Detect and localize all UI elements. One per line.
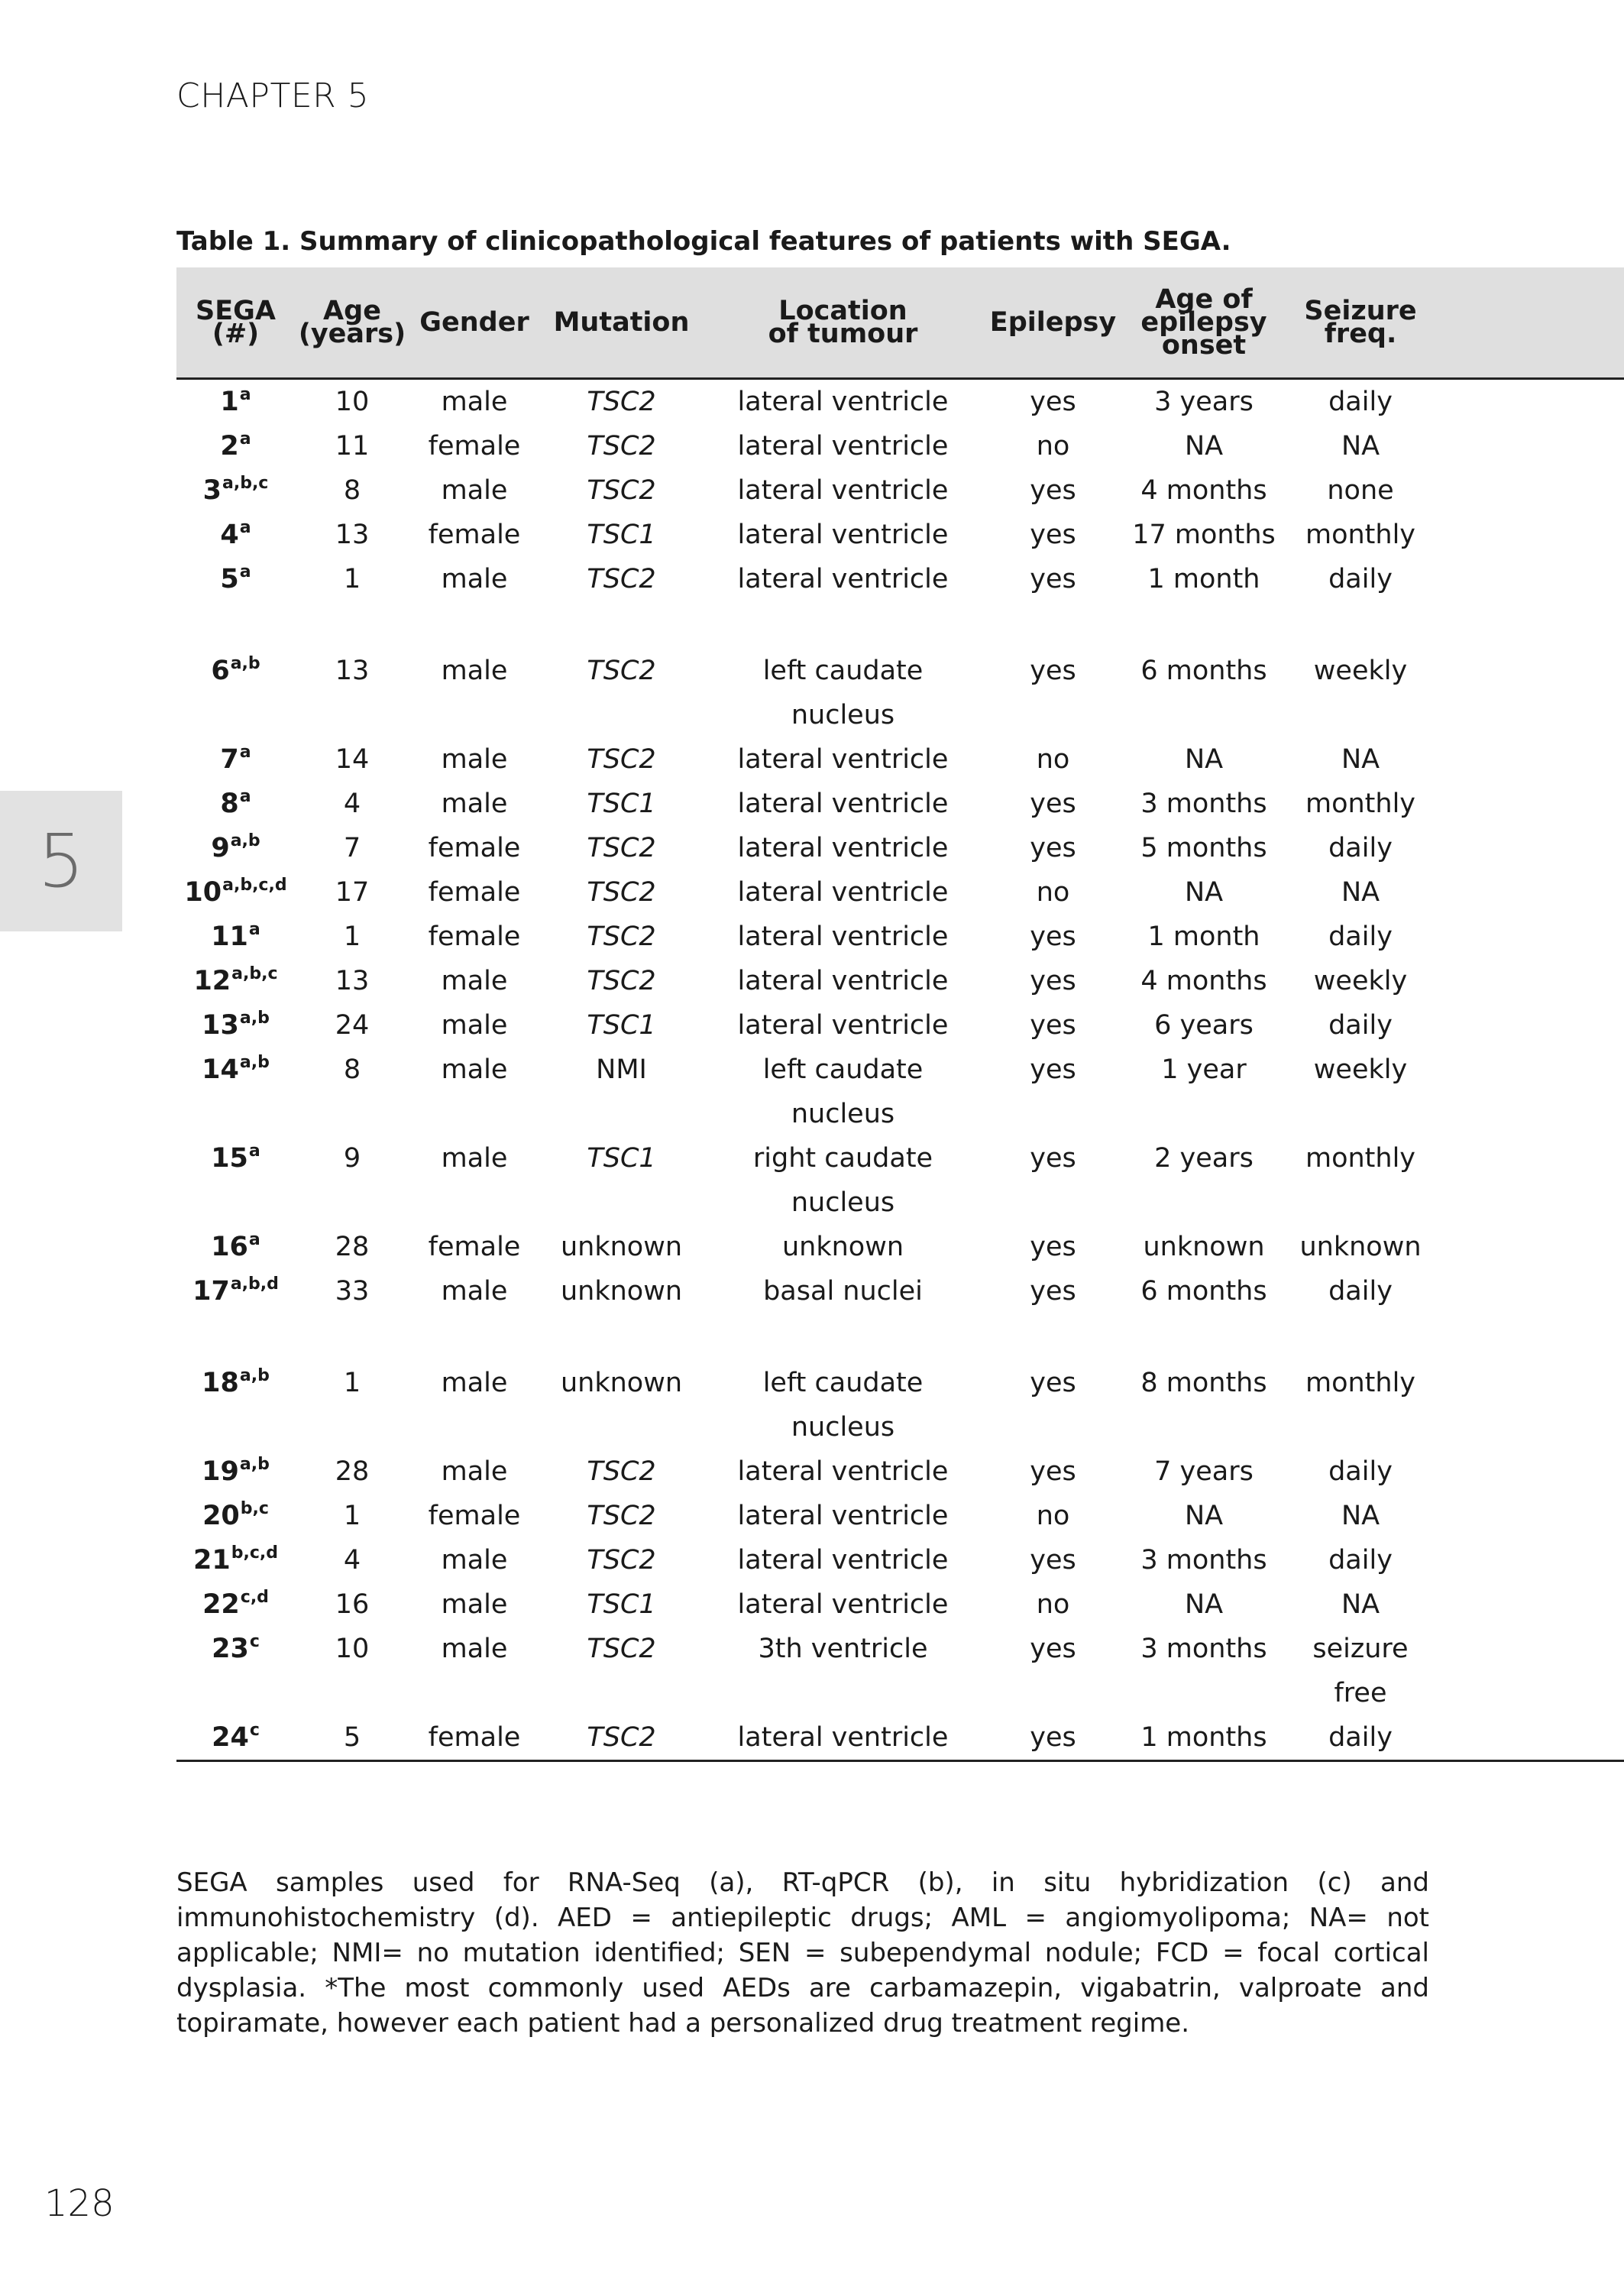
cell-gender: female <box>428 1501 521 1531</box>
cell-freq: seizure free <box>1312 1634 1409 1708</box>
cell-onset: 6 months <box>1140 1276 1267 1307</box>
table-row <box>176 1449 1624 1494</box>
cell-id: 4$^a$ <box>220 518 251 550</box>
cell-id: 2$^a$ <box>220 429 251 462</box>
cell-epilepsy: yes <box>1030 1054 1076 1085</box>
cell-gender: male <box>441 1054 508 1085</box>
cell-location: left caudate nucleus <box>762 1054 924 1129</box>
cell-onset: NA <box>1184 744 1224 775</box>
table-row <box>176 513 1624 557</box>
cell-freq: unknown <box>1299 1232 1422 1262</box>
cell-age: 10 <box>335 387 370 417</box>
cell-freq: NA <box>1341 877 1380 908</box>
cell-freq: daily <box>1284 1715 1437 1761</box>
cell-freq: none <box>1327 475 1394 506</box>
cell-location: lateral ventricle <box>737 1456 949 1487</box>
cell-mutation: TSC1 <box>587 1589 656 1620</box>
cell-location: lateral ventricle <box>737 520 949 550</box>
cell-freq: daily <box>1328 1010 1393 1041</box>
cell-gender: female <box>428 833 521 863</box>
table-row <box>176 1715 1624 1761</box>
cell-age: 33 <box>335 1276 370 1307</box>
table-row <box>176 826 1624 870</box>
cell-gender: male <box>441 1456 508 1487</box>
cell-gender: male <box>441 1589 508 1620</box>
cell-epilepsy: yes <box>1030 656 1076 686</box>
table-container <box>176 267 1624 1762</box>
cell-onset: 3 months <box>1140 789 1267 819</box>
cell-age: 13 <box>335 966 370 996</box>
cell-id: 10$^{a,b,c,d}$ <box>184 876 287 908</box>
cell-gender: female <box>409 1715 539 1761</box>
cell-mutation: TSC1 <box>587 789 656 819</box>
table-row <box>176 1313 1624 1449</box>
cell-epilepsy: yes <box>1030 520 1076 550</box>
cell-epilepsy: yes <box>1030 789 1076 819</box>
cell-onset: NA <box>1184 1589 1224 1620</box>
cell-freq: daily <box>1328 387 1393 417</box>
col-header-epilepsy-onset: Age of epilepsy onset <box>1124 267 1284 379</box>
cell-gender: female <box>428 431 521 462</box>
cell-epilepsy: no <box>1036 744 1070 775</box>
cell-id: 20$^{b,c}$ <box>202 1499 269 1531</box>
cell-id: 24$^c$ <box>176 1715 295 1761</box>
cell-id: 3$^{a,b,c}$ <box>202 474 269 506</box>
cell-mutation: TSC2 <box>587 921 656 952</box>
table-row <box>176 1269 1624 1313</box>
cell-mutation: TSC2 <box>539 1715 704 1761</box>
cell-id: 7$^a$ <box>220 743 251 775</box>
table-row <box>176 1538 1624 1582</box>
cell-onset: 7 years <box>1154 1456 1254 1487</box>
cell-mutation: TSC2 <box>587 431 656 462</box>
cell-gender: male <box>441 1368 508 1398</box>
cell-location: lateral ventricle <box>704 1715 982 1761</box>
cell-id: 15$^a$ <box>211 1142 260 1174</box>
cell-freq: daily <box>1328 1545 1393 1576</box>
cell-id: 23$^c$ <box>212 1632 260 1664</box>
cell-mutation: TSC2 <box>587 877 656 908</box>
cell-id: 6$^{a,b}$ <box>211 654 260 686</box>
cell-onset: NA <box>1184 877 1224 908</box>
cell-location: lateral ventricle <box>737 1545 949 1576</box>
col-header-extra <box>1437 267 1624 379</box>
cell-age: 24 <box>335 1010 370 1041</box>
cell-age: 7 <box>343 833 361 863</box>
cell-epilepsy: yes <box>1030 966 1076 996</box>
cell-epilepsy: no <box>1036 1501 1070 1531</box>
cell-onset: 4 months <box>1140 966 1267 996</box>
col-header-sega: SEGA (#) <box>176 267 295 379</box>
cell-age: 10 <box>335 1634 370 1664</box>
cell-gender: female <box>428 877 521 908</box>
cell-onset: 1 months <box>1124 1715 1284 1761</box>
table-row <box>176 557 1624 601</box>
cell-age: 9 <box>343 1143 361 1174</box>
cell-freq: weekly <box>1313 656 1408 686</box>
cell-onset: 17 months <box>1132 520 1276 550</box>
cell-onset: NA <box>1184 1501 1224 1531</box>
cell-location: lateral ventricle <box>737 833 949 863</box>
cell-mutation: unknown <box>560 1368 683 1398</box>
cell-location: lateral ventricle <box>737 1589 949 1620</box>
table-title: Table 1. Summary of clinicopathological features of patients with SEGA. <box>176 226 1231 257</box>
table-row <box>176 1225 1624 1269</box>
cell-epilepsy: no <box>1036 431 1070 462</box>
cell-epilepsy: yes <box>1030 833 1076 863</box>
cell-gender: male <box>441 1545 508 1576</box>
cell-mutation: TSC2 <box>587 966 656 996</box>
cell-epilepsy: yes <box>1030 1276 1076 1307</box>
cell-age: 5 <box>295 1715 409 1761</box>
cell-id: 16$^a$ <box>211 1230 260 1262</box>
cell-onset: 8 months <box>1140 1368 1267 1398</box>
cell-freq: NA <box>1341 1501 1380 1531</box>
cell-onset: 3 years <box>1154 387 1254 417</box>
cell-age: 1 <box>343 1501 361 1531</box>
table-body <box>176 379 1624 1761</box>
cell-gender: male <box>441 387 508 417</box>
cell-freq: monthly <box>1305 1143 1416 1174</box>
cell-epilepsy: no <box>1036 1589 1070 1620</box>
col-header-gender: Gender <box>409 267 539 379</box>
cell-location: left caudate nucleus <box>762 1368 924 1443</box>
cell-age: 13 <box>335 520 370 550</box>
cell-epilepsy: no <box>1036 877 1070 908</box>
cell-mutation: unknown <box>560 1276 683 1307</box>
table-row <box>176 915 1624 959</box>
cell-freq: daily <box>1328 921 1393 952</box>
table-footnote: SEGA samples used for RNA-Seq (a), RT-qPCR (b), in situ hybridization (c) and immunohistochemistry (d). AED = antiepileptic drugs; AML = angiomyolipoma; NA= not applicable; NMI= no mutation identified; SEN = subependymal nodule; FCD = focal cortical dysplasia. *The most commonly used AEDs are carbamazepin, vigabatrin, valproate and topiramate, however each patient had a personalized drug treatment regime. <box>176 1867 1429 2039</box>
cell-location: lateral ventricle <box>737 564 949 594</box>
cell-gender: male <box>441 1010 508 1041</box>
cell-onset: 6 months <box>1140 656 1267 686</box>
cell-freq: monthly <box>1305 1368 1416 1398</box>
cell-id: 5$^a$ <box>220 562 251 594</box>
cell-id: 18$^{a,b}$ <box>202 1366 270 1398</box>
cell-age: 8 <box>343 475 361 506</box>
cell-location: right caudate nucleus <box>752 1143 933 1218</box>
table-header-row <box>176 267 1624 379</box>
cell-location: lateral ventricle <box>737 387 949 417</box>
cell-mutation: TSC2 <box>587 1545 656 1576</box>
cell-mutation: TSC1 <box>587 520 656 550</box>
col-header-epilepsy: Epilepsy <box>982 267 1124 379</box>
cell-gender: male <box>441 1276 508 1307</box>
cell-location: lateral ventricle <box>737 475 949 506</box>
table-row <box>176 1582 1624 1627</box>
cell-age: 13 <box>335 656 370 686</box>
cell-gender: male <box>441 966 508 996</box>
cell-epilepsy: yes <box>1030 1143 1076 1174</box>
cell-location: lateral ventricle <box>737 789 949 819</box>
cell-mutation: TSC1 <box>587 1143 656 1174</box>
cell-id: 13$^{a,b}$ <box>202 1009 270 1041</box>
cell-mutation: TSC1 <box>587 1010 656 1041</box>
cell-location: lateral ventricle <box>737 744 949 775</box>
cell-location: left caudate nucleus <box>762 656 924 730</box>
cell-id: 14$^{a,b}$ <box>202 1053 270 1085</box>
cell-epilepsy: yes <box>1030 921 1076 952</box>
cell-onset: unknown <box>1143 1232 1265 1262</box>
cell-freq: NA <box>1341 744 1380 775</box>
cell-epilepsy: yes <box>1030 387 1076 417</box>
cell-mutation: TSC2 <box>587 1501 656 1531</box>
cell-id: 11$^a$ <box>211 920 260 952</box>
table-row <box>176 468 1624 513</box>
cell-onset: 1 month <box>1147 921 1260 952</box>
cell-mutation: TSC2 <box>587 387 656 417</box>
cell-freq: monthly <box>1305 789 1416 819</box>
cell-age: 8 <box>343 1054 361 1085</box>
cell-freq: monthly <box>1305 520 1416 550</box>
cell-location: lateral ventricle <box>737 921 949 952</box>
cell-id: 17$^{a,b,d}$ <box>192 1274 279 1307</box>
cell-mutation: TSC2 <box>587 744 656 775</box>
cell-epilepsy: yes <box>1030 1634 1076 1664</box>
cell-onset: 4 months <box>1140 475 1267 506</box>
cell-location: lateral ventricle <box>737 1501 949 1531</box>
col-header-seizure-freq: Seizure freq. <box>1284 267 1437 379</box>
cell-freq: NA <box>1341 431 1380 462</box>
chapter-tab: 5 <box>0 791 122 931</box>
cell-onset: 1 month <box>1147 564 1260 594</box>
cell-age: 4 <box>343 1545 361 1576</box>
col-header-mutation: Mutation <box>539 267 704 379</box>
table-row <box>176 1003 1624 1048</box>
cell-mutation: TSC2 <box>587 656 656 686</box>
cell-gender: female <box>428 520 521 550</box>
cell-freq: daily <box>1328 1276 1393 1307</box>
cell-freq: daily <box>1328 564 1393 594</box>
cell-mutation: TSC2 <box>587 1634 656 1664</box>
cell-mutation: TSC2 <box>587 1456 656 1487</box>
cell-epilepsy: yes <box>1030 564 1076 594</box>
cell-freq: weekly <box>1313 966 1408 996</box>
cell-location: lateral ventricle <box>737 877 949 908</box>
cell-epilepsy: yes <box>982 1715 1124 1761</box>
cell-age: 11 <box>335 431 370 462</box>
cell-age: 1 <box>343 921 361 952</box>
cell-gender: male <box>441 744 508 775</box>
cell-id: 9$^{a,b}$ <box>211 831 260 863</box>
cell-onset: 1 year <box>1161 1054 1247 1085</box>
cell-gender: female <box>428 1232 521 1262</box>
cell-onset: 6 years <box>1154 1010 1254 1041</box>
cell-location: lateral ventricle <box>737 431 949 462</box>
table-row <box>176 870 1624 915</box>
cell-mutation: NMI <box>596 1054 647 1085</box>
table-row <box>176 1048 1624 1136</box>
cell-freq: NA <box>1341 1589 1380 1620</box>
table-row <box>176 379 1624 425</box>
cell-gender: female <box>428 921 521 952</box>
cell-gender: male <box>441 475 508 506</box>
cell-onset: NA <box>1184 431 1224 462</box>
chapter-header: CHAPTER 5 <box>176 76 370 115</box>
cell-location: unknown <box>781 1232 904 1262</box>
clinicopathological-table <box>176 267 1624 1762</box>
cell-onset: 2 years <box>1154 1143 1254 1174</box>
cell-id: 22$^{c,d}$ <box>202 1588 269 1620</box>
cell-location: lateral ventricle <box>737 966 949 996</box>
col-header-location: Location of tumour <box>704 267 982 379</box>
table-row <box>176 959 1624 1003</box>
cell-gender: male <box>441 1634 508 1664</box>
cell-onset: 3 months <box>1140 1634 1267 1664</box>
cell-location: basal nuclei <box>763 1276 923 1307</box>
cell-mutation: unknown <box>560 1232 683 1262</box>
cell-id: 19$^{a,b}$ <box>202 1455 270 1487</box>
cell-mutation: TSC2 <box>587 475 656 506</box>
cell-age: 28 <box>335 1456 370 1487</box>
cell-epilepsy: yes <box>1030 1010 1076 1041</box>
col-header-age: Age (years) <box>295 267 409 379</box>
cell-epilepsy: yes <box>1030 1368 1076 1398</box>
table-row <box>176 424 1624 468</box>
cell-freq: daily <box>1328 1456 1393 1487</box>
cell-gender: male <box>441 656 508 686</box>
table-row <box>176 1136 1624 1225</box>
table-row <box>176 601 1624 737</box>
cell-gender: male <box>441 1143 508 1174</box>
cell-gender: male <box>441 564 508 594</box>
table-row <box>176 737 1624 782</box>
cell-id: 21$^{b,c,d}$ <box>193 1543 278 1576</box>
table-row <box>176 1627 1624 1715</box>
cell-age: 28 <box>335 1232 370 1262</box>
cell-id: 1$^a$ <box>220 385 251 417</box>
cell-epilepsy: yes <box>1030 1545 1076 1576</box>
cell-id: 8$^a$ <box>220 787 251 819</box>
cell-age: 17 <box>335 877 370 908</box>
cell-id: 12$^{a,b,c}$ <box>193 964 278 996</box>
cell-epilepsy: yes <box>1030 475 1076 506</box>
cell-gender: male <box>441 789 508 819</box>
cell-age: 1 <box>343 564 361 594</box>
cell-age: 14 <box>335 744 370 775</box>
cell-epilepsy: yes <box>1030 1456 1076 1487</box>
cell-location: 3th ventricle <box>758 1634 928 1664</box>
cell-freq: daily <box>1328 833 1393 863</box>
cell-age: 4 <box>343 789 361 819</box>
cell-onset: 5 months <box>1140 833 1267 863</box>
table-row <box>176 782 1624 826</box>
cell-freq: weekly <box>1313 1054 1408 1085</box>
cell-epilepsy: yes <box>1030 1232 1076 1262</box>
cell-location: lateral ventricle <box>737 1010 949 1041</box>
cell-age: 1 <box>343 1368 361 1398</box>
page-number: 128 <box>44 2182 115 2225</box>
cell-onset: 3 months <box>1140 1545 1267 1576</box>
cell-mutation: TSC2 <box>587 833 656 863</box>
cell-age: 16 <box>335 1589 370 1620</box>
cell-mutation: TSC2 <box>587 564 656 594</box>
table-row <box>176 1494 1624 1538</box>
